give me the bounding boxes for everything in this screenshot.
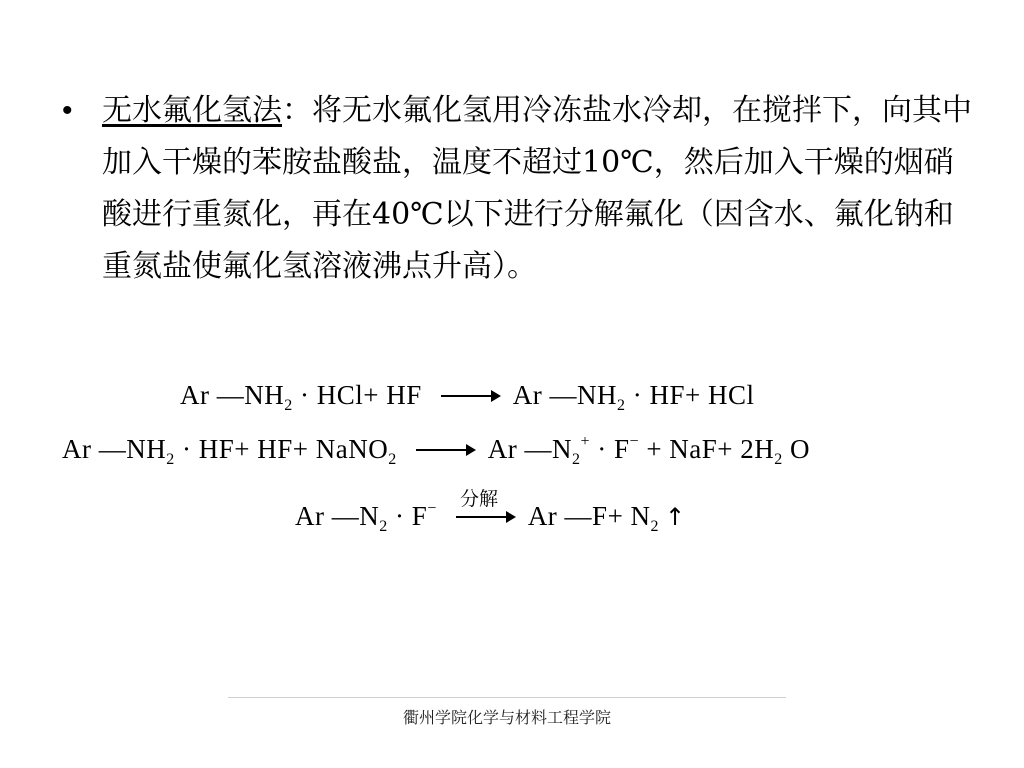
- eq3-rhs: Ar —F+ $N_2$: [527, 501, 660, 535]
- eq2-rhs: Ar $—N_2^+ \cdot F^- + NaF+ 2H_2$ O: [487, 433, 811, 468]
- eq2-arrow: [416, 449, 472, 451]
- eq3-lhs: Ar $—N_2 \cdot F^-$: [295, 500, 437, 535]
- bullet-term: 无水氟化氢法: [102, 93, 282, 128]
- bullet-block: [62, 85, 982, 293]
- eq1-arrow: [441, 395, 497, 397]
- equation-2: [62, 433, 810, 469]
- eq3-arrow-label: 分解: [460, 487, 499, 510]
- eq1-lhs: Ar $—NH_2 \cdot HCl+$ HF: [180, 380, 422, 414]
- bullet-body: ：将无水氟化氢用冷冻盐水冷却，在搅拌下，向其中加入干燥的苯胺盐酸盐，温度不超过10℃，然后加入干燥的烟硝酸进行重氮化，再在40℃以下进行分解氟化（因含水、氟化钠和重氮盐使氟化氢溶液沸点升高）。: [102, 93, 972, 284]
- footer-divider: [228, 697, 786, 698]
- footer-text: 衢州学院化学与材料工程学院: [402, 708, 611, 727]
- eq1-rhs: Ar $—NH_2 \cdot HF+$ HCl: [512, 380, 755, 414]
- eq2-lhs: Ar $—NH_2 \cdot HF+ HF+$ NaNO$_2$: [62, 434, 397, 468]
- eq3-arrow: [456, 487, 512, 518]
- bullet-text: [102, 85, 982, 293]
- bullet-dot: •: [62, 94, 73, 127]
- equation-1: [180, 380, 755, 415]
- equation-3: [295, 487, 686, 536]
- gas-evolution-arrow-icon: ↑: [665, 503, 686, 531]
